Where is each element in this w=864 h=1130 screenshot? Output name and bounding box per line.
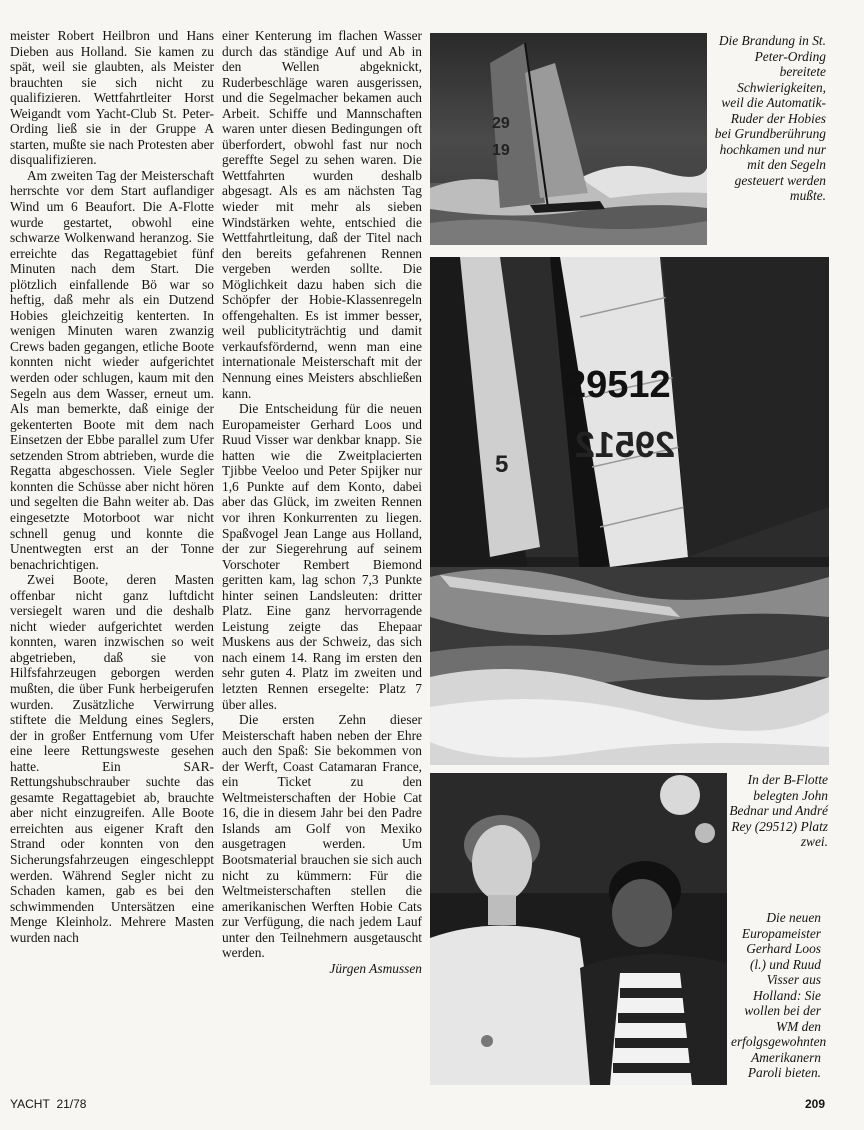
- side-sail-number: 5: [495, 451, 509, 478]
- article-column-2: [222, 28, 422, 976]
- paragraph: meister Robert Heilbron und Hans Dieben aus Holland. Sie kamen zu spät, weil sie glaubten, als Meister brauchten sie sich nicht zu qualifizieren. Wettfahrtleiter Horst Weigandt vom Yacht-Club St. Peter-Ording ließ sie in der Gruppe A starten, mußte sie nach Protesten aber disqualifizieren.: [10, 28, 214, 168]
- champions-photo: [430, 773, 727, 1085]
- footer-magazine: [10, 1097, 86, 1111]
- page-number: 209: [805, 1097, 826, 1111]
- issue-number: 21/78: [56, 1097, 87, 1111]
- paragraph: Zwei Boote, deren Masten offenbar nicht ganz luftdicht versiegelt waren und die deshalb nicht wieder aufgerichtet werden konnten, waren inzwischen so weit abgetrieben, daß sie von Hilfsfahrzeugen geborgen werden mußten, die über Funk herbeigerufen wurden. Zusätzliche Verwirrung stiftete die Meldung eines Seglers, der in großer Entfernung vom Ufer eine leere Rettungsweste gesehen hatte. Ein SAR-Rettungshubschrauber suchte das gesamte Regattagebiet ab, brauchte aber nicht einzugreifen. Alle Boote erreichten aus eigener Kraft den Strand oder konnten von den Sicherungsfahrzeugen eingeschleppt werden. Während Segler nicht zu Schaden kamen, gab es bei den schwimmenden Untersätzen eine Menge Kleinholz. Mehrere Masten wurden nach: [10, 572, 214, 945]
- magazine-name: YACHT: [10, 1097, 50, 1111]
- fleet-b-caption: In der B-Flotte belegten John Bednar und André Rey (29512) Platz zwei.: [729, 772, 828, 849]
- article-column-1: [10, 28, 214, 945]
- paragraph: Am zweiten Tag der Meisterschaft herrschte vor dem Start auflandiger Wind um 6 Beaufort. Die A-Flotte wurde gestartet, obwohl eine schwarze Wolkenwand heranzog. Sie erreichte das Regattagebiet fünf Minuten nach dem Start. Die plötzlich einfallende Bö war so heftig, daß mehr als ein Dutzend Hobies gleichzeitig kenterten. In wenigen Minuten waren zwanzig Crews baden gegangen, etliche Boote konnten nicht wieder aufgerichtet werden oder schlugen, kaum mit den Segeln aus dem Wasser, erneut um. Als man bemerkte, daß einige der gekenterten Boote mit dem nach Einsetzen der Ebbe parallel zum Ufer setzenden Strom abtrieben, wurde die Regatta abgeschossen. Viele Segler konnten die Schüsse aber nicht hören und segelten die Bahn weiter ab. Das eingesetzte Motorboot war nicht schnell genug und konnte die Unentwegten erst an der Tonne benachrichtigen.: [10, 167, 214, 572]
- surf-sail-number-bottom: 19: [492, 142, 510, 159]
- surf-sail-number-top: 29: [492, 115, 510, 132]
- paragraph: Die Entscheidung für die neuen Europameister Gerhard Loos und Ruud Visser war denkbar knapp. Sie hatten wie die Zweitplacierten Tjibbe Veeloo und Peter Spijker nur 1,6 Punkte auf dem Konto, dabei aber das Glück, im zweiten Rennen vor ihren Konkurrenten zu liegen. Spaßvogel Jean Lange aus Holland, der zur Siegerehrung auf seinem Vorschoter Rembert Biemond geritten kam, lag schon 7,3 Punkte hinter seinen Landsleuten: dritter Platz. Eine ganz hervorragende Leistung zeigte das Ehepaar Muskens aus der Schweiz, das sich nach einem 14. Rang im ersten den sehr guten 4. Platz im zweiten und letzten Rennen ersegelte: Platz 7 über alles.: [222, 401, 422, 712]
- author-byline: Jürgen Asmussen: [329, 960, 422, 976]
- catamaran-photo: [430, 257, 829, 765]
- paragraph: Die ersten Zehn dieser Meisterschaft haben neben der Ehre auch den Spaß: Sie bekommen von der Werft, Coast Catamaran France, ein Ticket zu den Weltmeisterschaften der Hobie Cat 16, die in diesem Jahr bei den Padre Islands am Golf von Mexiko ausgetragen werden. Um Bootsmaterial brauchen sie sich auch nicht zu kümmern: Für die Weltmeisterschaften stellen die amerikanischen Werften Hobie Cats zur Verfügung, die nach jedem Lauf unter den Teilnehmern ausgetauscht werden.: [222, 712, 422, 961]
- paragraph: einer Kenterung im flachen Wasser durch das ständige Auf und Ab in den Wellen abgeknickt, Ruderbeschläge waren ausgerissen, und die Segelmacher bekamen auch Arbeit. Schiffe und Mannschaften waren unter diesen Bedingungen oft überfordert, obwohl fast nur noch gereffte Segel zu sehen waren. Die Wettfahrten wurden deshalb abgesagt. Als es am nächsten Tag wieder mit mehr als sieben Windstärken wehte, entschied die Wettfahrtleitung, daß der Titel nach den bereits gefahrenen Rennen vergeben werden sollte. Die Möglichkeit dazu haben sich die Schöpfer der Hobie-Klassenregeln offengehalten. Es ist immer besser, weil publicityträchtig und damit verkaufsfördernd, wenn man eine internationale Meisterschaft mit der Nennung eines Meisters abschließen kann.: [222, 28, 422, 401]
- champions-caption: Die neuen Europameister Gerhard Loos (l.) und Ruud Visser aus Holland: Sie wollen bei der WM den erfolgsgewohnten Amerikanern Paroli bieten.: [731, 910, 827, 1080]
- main-sail-number: 29512: [565, 364, 671, 406]
- surf-photo: [430, 33, 707, 245]
- surf-caption: Die Brandung in St. Peter-Ording bereitete Schwierigkeiten, weil die Automatik-Ruder der Hobies bei Grundberührung hochkamen und nur mit den Segeln gesteuert werden mußte.: [714, 33, 826, 203]
- mirrored-sail-number: 29512: [574, 424, 675, 465]
